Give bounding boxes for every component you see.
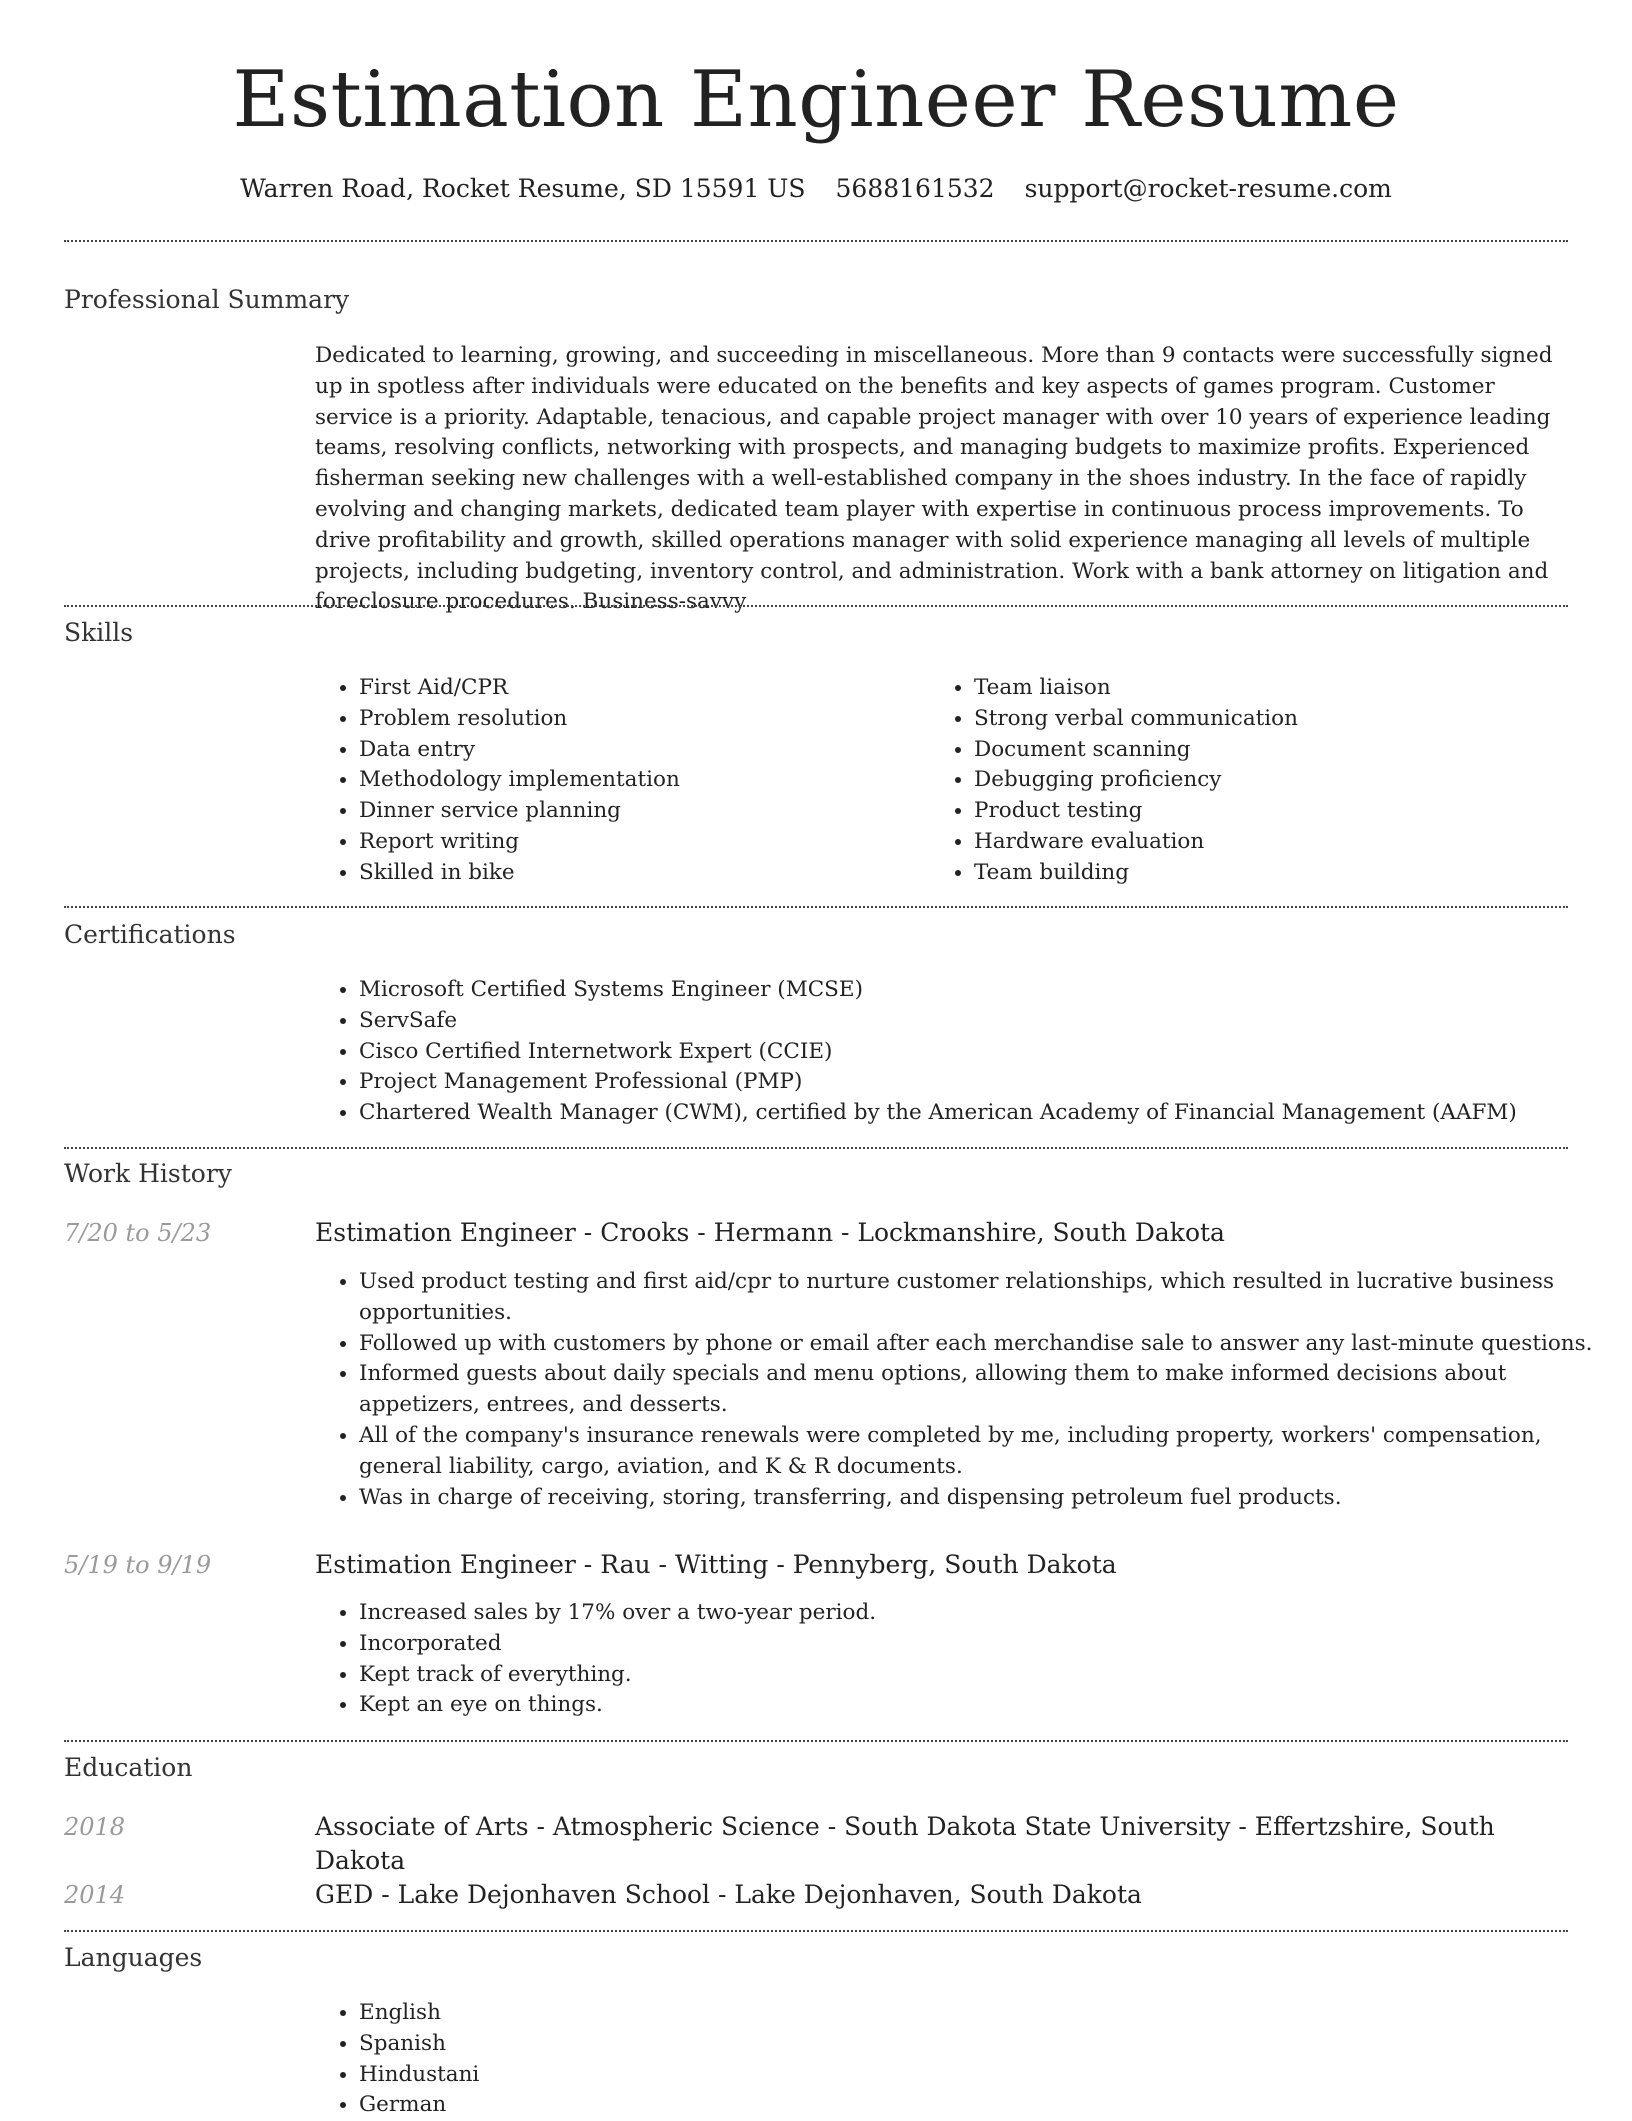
languages-heading: Languages xyxy=(64,1943,203,1972)
education-title: GED - Lake Dejonhaven School - Lake Dejonhaven, South Dakota xyxy=(315,1880,1142,1909)
skill-item: • Strong verbal communication xyxy=(974,704,1574,735)
languages-list xyxy=(315,1998,959,2121)
skill-item: • Data entry xyxy=(359,735,929,766)
skill-item: • Methodology implementation xyxy=(359,765,929,796)
job-bullet: • Followed up with customers by phone or email after each merchandise sale to answer any last-minute questions. xyxy=(359,1329,1612,1360)
contact-email: support@rocket-resume.com xyxy=(1024,174,1392,203)
skill-item: • First Aid/CPR xyxy=(359,673,929,704)
job-bullet: • Used product testing and first aid/cpr to nurture customer relationships, which resulted in lucrative business opportunities. xyxy=(359,1267,1612,1329)
divider xyxy=(64,1930,1568,1932)
job-bullet: • Informed guests about daily specials and menu options, allowing them to make informed decisions about appetizers, entrees, and desserts. xyxy=(359,1359,1612,1421)
resume-page xyxy=(64,0,1593,2118)
job-title: Estimation Engineer - Crooks - Hermann - Lockmanshire, South Dakota xyxy=(315,1218,1225,1247)
work-history-heading: Work History xyxy=(64,1159,232,1188)
contact-phone: 5688161532 xyxy=(835,174,995,203)
education-heading: Education xyxy=(64,1753,193,1782)
certification-item: • ServSafe xyxy=(359,1006,1612,1037)
job-bullet: • Kept an eye on things. xyxy=(359,1690,1612,1721)
job-bullets xyxy=(315,1598,1612,1721)
summary-heading: Professional Summary xyxy=(64,285,350,314)
divider xyxy=(64,240,1568,242)
summary-text: Dedicated to learning, growing, and succeeding in miscellaneous. More than 9 contacts were successfully signed up in spotless after individuals were educated on the benefits and key aspects of games program. Customer service is a priority. Adaptable, tenacious, and capable project manager with over 10 years of experience leading teams, resolving conflicts, networking with prospects, and managing budgets to maximize profits. Experienced fisherman seeking new challenges with a well-established company in the shoes industry. In the face of rapidly evolving and changing markets, dedicated team player with expertise in continuous process improvements. To drive profitability and growth, skilled operations manager with solid experience managing all levels of multiple projects, including budgeting, inventory control, and administration. Work with a bank attorney on litigation and foreclosure procedures. Business-savvy xyxy=(315,343,1553,615)
skill-item: • Debugging proficiency xyxy=(974,765,1574,796)
job-bullet: • Was in charge of receiving, storing, transferring, and dispensing petroleum fuel products. xyxy=(359,1483,1612,1514)
skill-item: • Team liaison xyxy=(974,673,1574,704)
resume-title: Estimation Engineer Resume xyxy=(232,55,1400,145)
skill-item: • Team building xyxy=(974,858,1574,889)
skill-item: • Dinner service planning xyxy=(359,796,929,827)
skill-item: • Skilled in bike xyxy=(359,858,929,889)
divider xyxy=(64,906,1568,908)
divider xyxy=(64,1740,1568,1742)
skill-item: • Problem resolution xyxy=(359,704,929,735)
skill-item: • Document scanning xyxy=(974,735,1574,766)
skills-list-left xyxy=(315,673,929,889)
job-bullet: • Incorporated xyxy=(359,1629,1612,1660)
certifications-heading: Certifications xyxy=(64,920,236,949)
job-bullet: • Increased sales by 17% over a two-year period. xyxy=(359,1598,1612,1629)
job-title: Estimation Engineer - Rau - Witting - Pennyberg, South Dakota xyxy=(315,1550,1117,1579)
contact-address: Warren Road, Rocket Resume, SD 15591 US xyxy=(240,174,806,203)
divider xyxy=(64,605,1568,607)
skill-item: • Report writing xyxy=(359,827,929,858)
language-item: • Spanish xyxy=(359,2029,959,2060)
language-item: • Hindustani xyxy=(359,2060,959,2091)
education-year: 2014 xyxy=(64,1881,126,1909)
certification-item: • Microsoft Certified Systems Engineer (MCSE) xyxy=(359,975,1612,1006)
education-title: Associate of Arts - Atmospheric Science - South Dakota State University - Effertzshire, South Dakota xyxy=(315,1812,1495,1875)
skills-heading: Skills xyxy=(64,618,134,647)
certification-item: • Cisco Certified Internetwork Expert (CCIE) xyxy=(359,1037,1612,1068)
contact-line xyxy=(64,172,1568,206)
language-item: • English xyxy=(359,1998,959,2029)
job-dates: 5/19 to 9/19 xyxy=(64,1551,212,1579)
education-year: 2018 xyxy=(64,1813,126,1841)
certification-item: • Project Management Professional (PMP) xyxy=(359,1067,1612,1098)
certification-item: • Chartered Wealth Manager (CWM), certified by the American Academy of Financial Management (AAFM) xyxy=(359,1098,1612,1129)
divider xyxy=(64,1147,1568,1149)
skills-list-right xyxy=(930,673,1574,889)
job-bullets xyxy=(315,1267,1612,1513)
job-bullet: • All of the company's insurance renewals were completed by me, including property, workers' compensation, general liability, cargo, aviation, and K & R documents. xyxy=(359,1421,1612,1483)
job-dates: 7/20 to 5/23 xyxy=(64,1219,212,1247)
skill-item: • Product testing xyxy=(974,796,1574,827)
skill-item: • Hardware evaluation xyxy=(974,827,1574,858)
job-bullet: • Kept track of everything. xyxy=(359,1660,1612,1691)
certifications-list xyxy=(315,975,1612,1129)
language-item: • German xyxy=(359,2090,959,2121)
